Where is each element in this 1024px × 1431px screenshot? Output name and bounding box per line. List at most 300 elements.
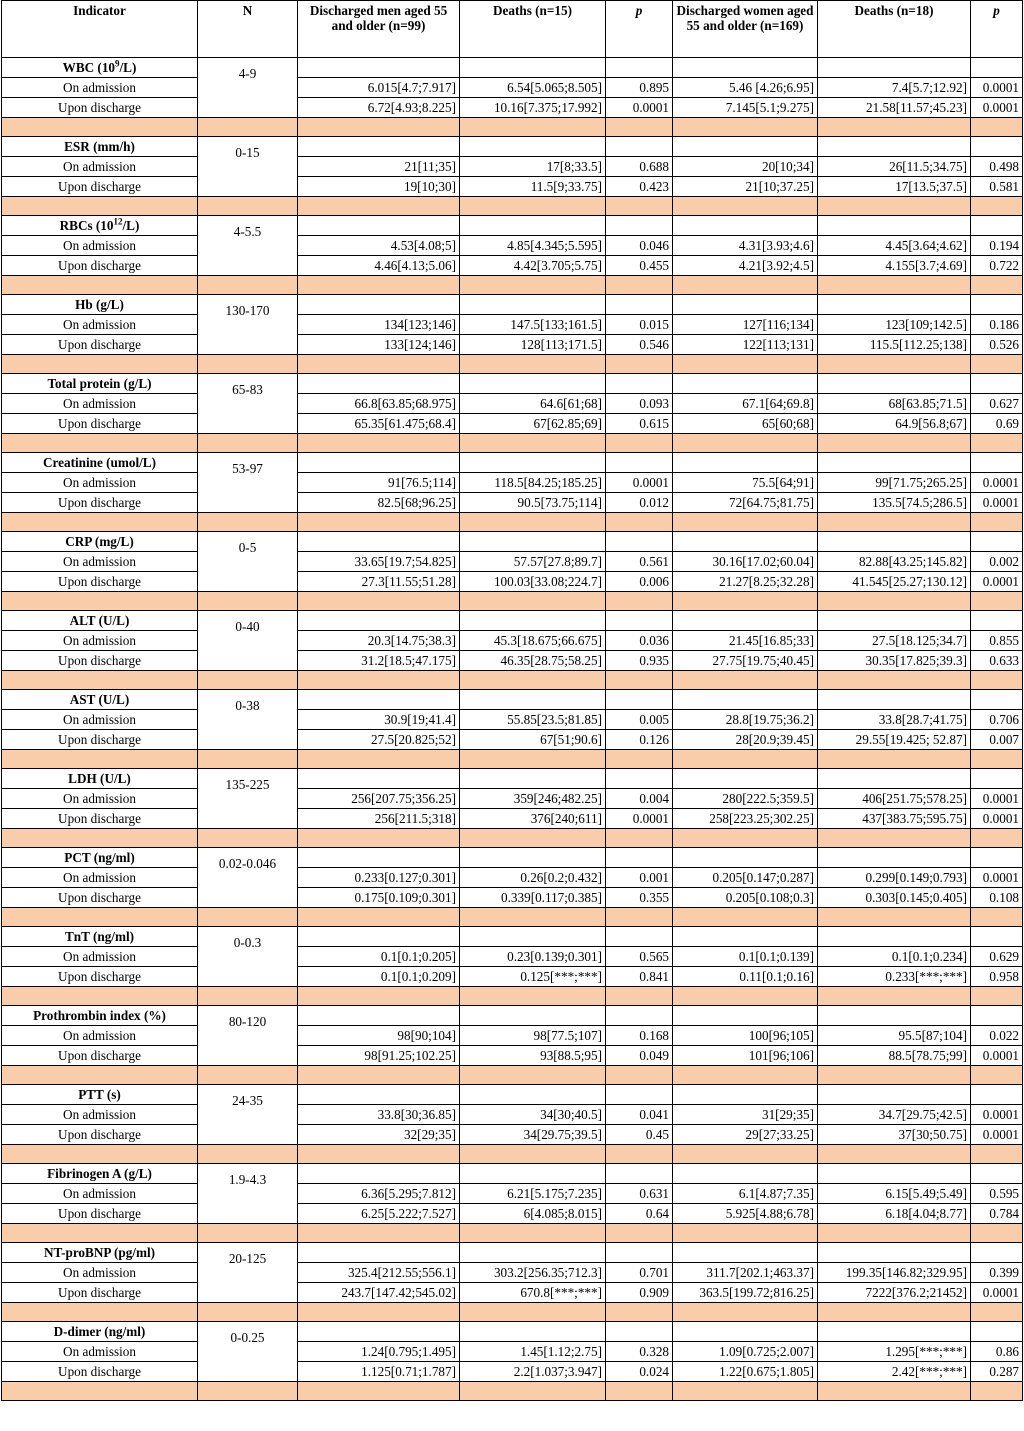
women-value: 20[10;34] bbox=[673, 157, 818, 177]
reference-norm: 1.9-4.3 bbox=[198, 1164, 298, 1224]
table-row bbox=[2, 888, 1023, 908]
p-value-women: 0.0001 bbox=[971, 98, 1023, 118]
empty-cell bbox=[818, 1322, 971, 1342]
table-row bbox=[2, 1046, 1023, 1066]
spacer-cell bbox=[298, 829, 460, 848]
spacer-cell bbox=[298, 434, 460, 453]
table-row bbox=[2, 1125, 1023, 1145]
men-deaths-value: 128[113;171.5] bbox=[460, 335, 606, 355]
row-label: On admission bbox=[2, 868, 198, 888]
spacer-cell bbox=[298, 118, 460, 137]
spacer-cell bbox=[460, 197, 606, 216]
empty-cell bbox=[673, 216, 818, 236]
spacer-cell bbox=[298, 1145, 460, 1164]
p-value-men: 0.45 bbox=[606, 1125, 673, 1145]
empty-cell bbox=[673, 1322, 818, 1342]
spacer-cell bbox=[673, 592, 818, 611]
men-deaths-value: 100.03[33.08;224.7] bbox=[460, 572, 606, 592]
spacer-cell bbox=[460, 987, 606, 1006]
spacer-cell bbox=[606, 434, 673, 453]
men-deaths-value: 6.21[5.175;7.235] bbox=[460, 1184, 606, 1204]
women-deaths-value: 64.9[56.8;67] bbox=[818, 414, 971, 434]
p-value-men: 0.423 bbox=[606, 177, 673, 197]
spacer-cell bbox=[818, 118, 971, 137]
empty-cell bbox=[971, 1085, 1023, 1105]
men-deaths-value: 6.54[5.065;8.505] bbox=[460, 78, 606, 98]
men-value: 27.3[11.55;51.28] bbox=[298, 572, 460, 592]
men-deaths-value: 670.8[***;***] bbox=[460, 1283, 606, 1303]
spacer-cell bbox=[673, 355, 818, 374]
empty-cell bbox=[606, 1006, 673, 1026]
p-value-men: 0.005 bbox=[606, 710, 673, 730]
empty-cell bbox=[818, 611, 971, 631]
empty-cell bbox=[298, 532, 460, 552]
empty-cell bbox=[298, 927, 460, 947]
women-value: 127[116;134] bbox=[673, 315, 818, 335]
spacer-cell bbox=[818, 355, 971, 374]
spacer-cell bbox=[2, 1145, 198, 1164]
p-value-men: 0.004 bbox=[606, 789, 673, 809]
empty-cell bbox=[606, 1164, 673, 1184]
indicator-title-row bbox=[2, 532, 1023, 552]
empty-cell bbox=[673, 532, 818, 552]
empty-cell bbox=[673, 374, 818, 394]
table-row bbox=[2, 98, 1023, 118]
men-value: 243.7[147.42;545.02] bbox=[298, 1283, 460, 1303]
men-deaths-value: 11.5[9;33.75] bbox=[460, 177, 606, 197]
men-deaths-value: 57.57[27.8;89.7] bbox=[460, 552, 606, 572]
row-label: On admission bbox=[2, 1026, 198, 1046]
spacer-cell bbox=[2, 592, 198, 611]
empty-cell bbox=[818, 927, 971, 947]
p-value-men: 0.895 bbox=[606, 78, 673, 98]
spacer-cell bbox=[971, 829, 1023, 848]
row-label: Upon discharge bbox=[2, 967, 198, 987]
p-value-women: 0.784 bbox=[971, 1204, 1023, 1224]
spacer-cell bbox=[818, 1382, 971, 1401]
women-deaths-value: 7.4[5.7;12.92] bbox=[818, 78, 971, 98]
p-value-men: 0.126 bbox=[606, 730, 673, 750]
men-deaths-value: 4.85[4.345;5.595] bbox=[460, 236, 606, 256]
women-value: 29[27;33.25] bbox=[673, 1125, 818, 1145]
empty-cell bbox=[971, 58, 1023, 78]
women-value: 5.46 [4.26;6.95] bbox=[673, 78, 818, 98]
row-label: On admission bbox=[2, 789, 198, 809]
p-value-women: 0.581 bbox=[971, 177, 1023, 197]
p-value-men: 0.355 bbox=[606, 888, 673, 908]
spacer-cell bbox=[818, 1224, 971, 1243]
spacer-cell bbox=[971, 513, 1023, 532]
empty-cell bbox=[460, 611, 606, 631]
women-value: 65[60;68] bbox=[673, 414, 818, 434]
spacer-cell bbox=[298, 1382, 460, 1401]
empty-cell bbox=[818, 532, 971, 552]
empty-cell bbox=[673, 1006, 818, 1026]
spacer-cell bbox=[971, 276, 1023, 295]
empty-cell bbox=[606, 137, 673, 157]
spacer-row bbox=[2, 1145, 1023, 1164]
spacer-row bbox=[2, 829, 1023, 848]
p-value-women: 0.706 bbox=[971, 710, 1023, 730]
table-row bbox=[2, 552, 1023, 572]
women-value: 21[10;37.25] bbox=[673, 177, 818, 197]
indicator-title-row bbox=[2, 769, 1023, 789]
women-deaths-value: 0.1[0.1;0.234] bbox=[818, 947, 971, 967]
spacer-cell bbox=[2, 1066, 198, 1085]
empty-cell bbox=[818, 58, 971, 78]
spacer-cell bbox=[818, 434, 971, 453]
p-value-men: 0.093 bbox=[606, 394, 673, 414]
women-value: 1.09[0.725;2.007] bbox=[673, 1342, 818, 1362]
spacer-cell bbox=[673, 671, 818, 690]
men-value: 4.46[4.13;5.06] bbox=[298, 256, 460, 276]
reference-norm: 80-120 bbox=[198, 1006, 298, 1066]
spacer-cell bbox=[460, 829, 606, 848]
spacer-cell bbox=[818, 1145, 971, 1164]
spacer-cell bbox=[460, 908, 606, 927]
p-value-men: 0.935 bbox=[606, 651, 673, 671]
empty-cell bbox=[818, 453, 971, 473]
men-value: 66.8[63.85;68.975] bbox=[298, 394, 460, 414]
indicator-name: AST (U/L) bbox=[2, 690, 198, 710]
p-value-men: 0.006 bbox=[606, 572, 673, 592]
p-value-women: 0.186 bbox=[971, 315, 1023, 335]
empty-cell bbox=[971, 848, 1023, 868]
indicator-name: LDH (U/L) bbox=[2, 769, 198, 789]
women-deaths-value: 4.155[3.7;4.69] bbox=[818, 256, 971, 276]
table-row bbox=[2, 1184, 1023, 1204]
men-value: 21[11;35] bbox=[298, 157, 460, 177]
spacer-cell bbox=[198, 829, 298, 848]
empty-cell bbox=[673, 58, 818, 78]
empty-cell bbox=[673, 848, 818, 868]
men-value: 133[124;146] bbox=[298, 335, 460, 355]
empty-cell bbox=[298, 137, 460, 157]
empty-cell bbox=[818, 1085, 971, 1105]
indicator-name: PCT (ng/ml) bbox=[2, 848, 198, 868]
spacer-cell bbox=[2, 908, 198, 927]
header-row bbox=[2, 1, 1023, 58]
p-value-women: 0.69 bbox=[971, 414, 1023, 434]
women-deaths-value: 199.35[146.82;329.95] bbox=[818, 1263, 971, 1283]
spacer-row bbox=[2, 513, 1023, 532]
spacer-cell bbox=[2, 1224, 198, 1243]
empty-cell bbox=[606, 295, 673, 315]
table-row bbox=[2, 394, 1023, 414]
p-value-women: 0.0001 bbox=[971, 1046, 1023, 1066]
men-value: 19[10;30] bbox=[298, 177, 460, 197]
spacer-cell bbox=[2, 434, 198, 453]
indicator-title-row bbox=[2, 453, 1023, 473]
spacer-cell bbox=[460, 1303, 606, 1322]
empty-cell bbox=[818, 1006, 971, 1026]
women-value: 75.5[64;91] bbox=[673, 473, 818, 493]
men-value: 30.9[19;41.4] bbox=[298, 710, 460, 730]
p-value-men: 0.024 bbox=[606, 1362, 673, 1382]
women-value: 101[96;106] bbox=[673, 1046, 818, 1066]
men-deaths-value: 6[4.085;8.015] bbox=[460, 1204, 606, 1224]
women-value: 0.1[0.1;0.139] bbox=[673, 947, 818, 967]
p-value-women: 0.0001 bbox=[971, 868, 1023, 888]
row-label: Upon discharge bbox=[2, 572, 198, 592]
women-deaths-value: 1.295[***;***] bbox=[818, 1342, 971, 1362]
reference-norm: 0-38 bbox=[198, 690, 298, 750]
spacer-cell bbox=[298, 1224, 460, 1243]
spacer-cell bbox=[606, 1145, 673, 1164]
empty-cell bbox=[460, 1322, 606, 1342]
spacer-cell bbox=[198, 1382, 298, 1401]
row-label: On admission bbox=[2, 1105, 198, 1125]
women-deaths-value: 82.88[43.25;145.82] bbox=[818, 552, 971, 572]
empty-cell bbox=[971, 611, 1023, 631]
women-value: 7.145[5.1;9.275] bbox=[673, 98, 818, 118]
row-label: Upon discharge bbox=[2, 493, 198, 513]
empty-cell bbox=[818, 1164, 971, 1184]
empty-cell bbox=[298, 1243, 460, 1263]
p-value-women: 0.0001 bbox=[971, 1283, 1023, 1303]
empty-cell bbox=[606, 690, 673, 710]
women-deaths-value: 68[63.85;71.5] bbox=[818, 394, 971, 414]
row-label: On admission bbox=[2, 1184, 198, 1204]
empty-cell bbox=[673, 453, 818, 473]
p-value-women: 0.722 bbox=[971, 256, 1023, 276]
spacer-cell bbox=[298, 513, 460, 532]
empty-cell bbox=[298, 769, 460, 789]
table-row bbox=[2, 236, 1023, 256]
spacer-row bbox=[2, 671, 1023, 690]
women-deaths-value: 30.35[17.825;39.3] bbox=[818, 651, 971, 671]
men-value: 256[211.5;318] bbox=[298, 809, 460, 829]
indicator-title-row bbox=[2, 58, 1023, 78]
empty-cell bbox=[971, 927, 1023, 947]
men-deaths-value: 67[51;90.6] bbox=[460, 730, 606, 750]
women-deaths-value: 33.8[28.7;41.75] bbox=[818, 710, 971, 730]
spacer-cell bbox=[198, 1066, 298, 1085]
women-deaths-value: 37[30;50.75] bbox=[818, 1125, 971, 1145]
men-deaths-value: 303.2[256.35;712.3] bbox=[460, 1263, 606, 1283]
spacer-cell bbox=[818, 592, 971, 611]
spacer-cell bbox=[460, 118, 606, 137]
indicator-title-row bbox=[2, 216, 1023, 236]
women-value: 28[20.9;39.45] bbox=[673, 730, 818, 750]
women-value: 67.1[64;69.8] bbox=[673, 394, 818, 414]
women-deaths-value: 0.299[0.149;0.793] bbox=[818, 868, 971, 888]
empty-cell bbox=[971, 453, 1023, 473]
empty-cell bbox=[606, 769, 673, 789]
women-deaths-value: 437[383.75;595.75] bbox=[818, 809, 971, 829]
p-value-women: 0.0001 bbox=[971, 473, 1023, 493]
spacer-row bbox=[2, 197, 1023, 216]
empty-cell bbox=[606, 1322, 673, 1342]
spacer-cell bbox=[818, 1303, 971, 1322]
women-deaths-value: 406[251.75;578.25] bbox=[818, 789, 971, 809]
spacer-cell bbox=[606, 118, 673, 137]
empty-cell bbox=[298, 1322, 460, 1342]
spacer-cell bbox=[673, 1145, 818, 1164]
header-men-deaths: Deaths (n=15) bbox=[460, 1, 606, 58]
p-value-men: 0.565 bbox=[606, 947, 673, 967]
empty-cell bbox=[460, 848, 606, 868]
indicator-title-row bbox=[2, 295, 1023, 315]
spacer-cell bbox=[818, 671, 971, 690]
spacer-cell bbox=[460, 750, 606, 769]
spacer-cell bbox=[606, 1066, 673, 1085]
p-value-women: 0.855 bbox=[971, 631, 1023, 651]
women-deaths-value: 6.18[4.04;8.77] bbox=[818, 1204, 971, 1224]
table-row bbox=[2, 414, 1023, 434]
table-row bbox=[2, 730, 1023, 750]
men-value: 27.5[20.825;52] bbox=[298, 730, 460, 750]
indicator-name: PTT (s) bbox=[2, 1085, 198, 1105]
spacer-cell bbox=[460, 1382, 606, 1401]
men-deaths-value: 45.3[18.675;66.675] bbox=[460, 631, 606, 651]
empty-cell bbox=[606, 532, 673, 552]
row-label: Upon discharge bbox=[2, 177, 198, 197]
men-value: 91[76.5;114] bbox=[298, 473, 460, 493]
spacer-cell bbox=[198, 750, 298, 769]
p-value-women: 0.022 bbox=[971, 1026, 1023, 1046]
women-deaths-value: 29.55[19.425; 52.87] bbox=[818, 730, 971, 750]
spacer-cell bbox=[606, 355, 673, 374]
empty-cell bbox=[673, 137, 818, 157]
women-value: 363.5[199.72;816.25] bbox=[673, 1283, 818, 1303]
p-value-women: 0.399 bbox=[971, 1263, 1023, 1283]
empty-cell bbox=[971, 532, 1023, 552]
empty-cell bbox=[818, 374, 971, 394]
spacer-cell bbox=[2, 276, 198, 295]
p-value-men: 0.615 bbox=[606, 414, 673, 434]
men-value: 65.35[61.475;68.4] bbox=[298, 414, 460, 434]
table-row bbox=[2, 1283, 1023, 1303]
table-row bbox=[2, 1204, 1023, 1224]
p-value-men: 0.701 bbox=[606, 1263, 673, 1283]
spacer-cell bbox=[198, 197, 298, 216]
table-row bbox=[2, 710, 1023, 730]
empty-cell bbox=[818, 848, 971, 868]
indicator-name: NT-proBNP (pg/ml) bbox=[2, 1243, 198, 1263]
men-value: 256[207.75;356.25] bbox=[298, 789, 460, 809]
spacer-cell bbox=[818, 987, 971, 1006]
empty-cell bbox=[460, 453, 606, 473]
row-label: On admission bbox=[2, 1342, 198, 1362]
p-value-women: 0.0001 bbox=[971, 78, 1023, 98]
spacer-cell bbox=[198, 908, 298, 927]
men-deaths-value: 359[246;482.25] bbox=[460, 789, 606, 809]
p-value-men: 0.64 bbox=[606, 1204, 673, 1224]
spacer-cell bbox=[971, 1066, 1023, 1085]
table-row bbox=[2, 335, 1023, 355]
men-value: 33.65[19.7;54.825] bbox=[298, 552, 460, 572]
p-value-women: 0.627 bbox=[971, 394, 1023, 414]
spacer-cell bbox=[198, 671, 298, 690]
spacer-cell bbox=[298, 197, 460, 216]
spacer-cell bbox=[198, 1145, 298, 1164]
empty-cell bbox=[818, 690, 971, 710]
spacer-cell bbox=[198, 987, 298, 1006]
spacer-cell bbox=[298, 276, 460, 295]
spacer-row bbox=[2, 592, 1023, 611]
header-indicator: Indicator bbox=[2, 1, 198, 58]
lab-results-table bbox=[1, 0, 1023, 1401]
spacer-row bbox=[2, 118, 1023, 137]
women-value: 21.27[8.25;32.28] bbox=[673, 572, 818, 592]
men-deaths-value: 93[88.5;95] bbox=[460, 1046, 606, 1066]
women-value: 258[223.25;302.25] bbox=[673, 809, 818, 829]
row-label: On admission bbox=[2, 236, 198, 256]
spacer-row bbox=[2, 908, 1023, 927]
women-deaths-value: 0.303[0.145;0.405] bbox=[818, 888, 971, 908]
spacer-row bbox=[2, 355, 1023, 374]
men-value: 20.3[14.75;38.3] bbox=[298, 631, 460, 651]
empty-cell bbox=[460, 216, 606, 236]
spacer-cell bbox=[2, 1382, 198, 1401]
spacer-cell bbox=[606, 1382, 673, 1401]
reference-norm: 0-0.3 bbox=[198, 927, 298, 987]
spacer-cell bbox=[460, 671, 606, 690]
spacer-cell bbox=[298, 1066, 460, 1085]
empty-cell bbox=[606, 611, 673, 631]
indicator-title-row bbox=[2, 1006, 1023, 1026]
indicator-title-row bbox=[2, 137, 1023, 157]
indicator-title-row bbox=[2, 927, 1023, 947]
men-value: 1.125[0.71;1.787] bbox=[298, 1362, 460, 1382]
women-deaths-value: 135.5[74.5;286.5] bbox=[818, 493, 971, 513]
men-value: 0.175[0.109;0.301] bbox=[298, 888, 460, 908]
table-row bbox=[2, 789, 1023, 809]
indicator-name: Creatinine (umol/L) bbox=[2, 453, 198, 473]
men-value: 0.1[0.1;0.209] bbox=[298, 967, 460, 987]
men-value: 1.24[0.795;1.495] bbox=[298, 1342, 460, 1362]
spacer-cell bbox=[971, 355, 1023, 374]
empty-cell bbox=[818, 216, 971, 236]
women-value: 122[113;131] bbox=[673, 335, 818, 355]
empty-cell bbox=[460, 927, 606, 947]
empty-cell bbox=[460, 690, 606, 710]
header-women-deaths: Deaths (n=18) bbox=[818, 1, 971, 58]
table-row bbox=[2, 315, 1023, 335]
spacer-cell bbox=[971, 1303, 1023, 1322]
p-value-women: 0.108 bbox=[971, 888, 1023, 908]
spacer-cell bbox=[818, 829, 971, 848]
spacer-cell bbox=[673, 434, 818, 453]
spacer-cell bbox=[606, 1224, 673, 1243]
row-label: Upon discharge bbox=[2, 651, 198, 671]
women-value: 28.8[19.75;36.2] bbox=[673, 710, 818, 730]
empty-cell bbox=[298, 1164, 460, 1184]
men-deaths-value: 118.5[84.25;185.25] bbox=[460, 473, 606, 493]
spacer-cell bbox=[818, 908, 971, 927]
women-value: 4.31[3.93;4.6] bbox=[673, 236, 818, 256]
reference-norm: 0-40 bbox=[198, 611, 298, 671]
empty-cell bbox=[818, 137, 971, 157]
women-value: 0.205[0.108;0.3] bbox=[673, 888, 818, 908]
p-value-women: 0.002 bbox=[971, 552, 1023, 572]
spacer-cell bbox=[673, 276, 818, 295]
women-deaths-value: 88.5[78.75;99] bbox=[818, 1046, 971, 1066]
spacer-cell bbox=[818, 276, 971, 295]
table-row bbox=[2, 177, 1023, 197]
women-deaths-value: 41.545[25.27;130.12] bbox=[818, 572, 971, 592]
spacer-cell bbox=[673, 1066, 818, 1085]
reference-norm: 53-97 bbox=[198, 453, 298, 513]
p-value-men: 0.328 bbox=[606, 1342, 673, 1362]
spacer-cell bbox=[298, 671, 460, 690]
men-value: 6.25[5.222;7.527] bbox=[298, 1204, 460, 1224]
p-value-men: 0.688 bbox=[606, 157, 673, 177]
empty-cell bbox=[673, 295, 818, 315]
men-deaths-value: 67[62.85;69] bbox=[460, 414, 606, 434]
empty-cell bbox=[298, 216, 460, 236]
